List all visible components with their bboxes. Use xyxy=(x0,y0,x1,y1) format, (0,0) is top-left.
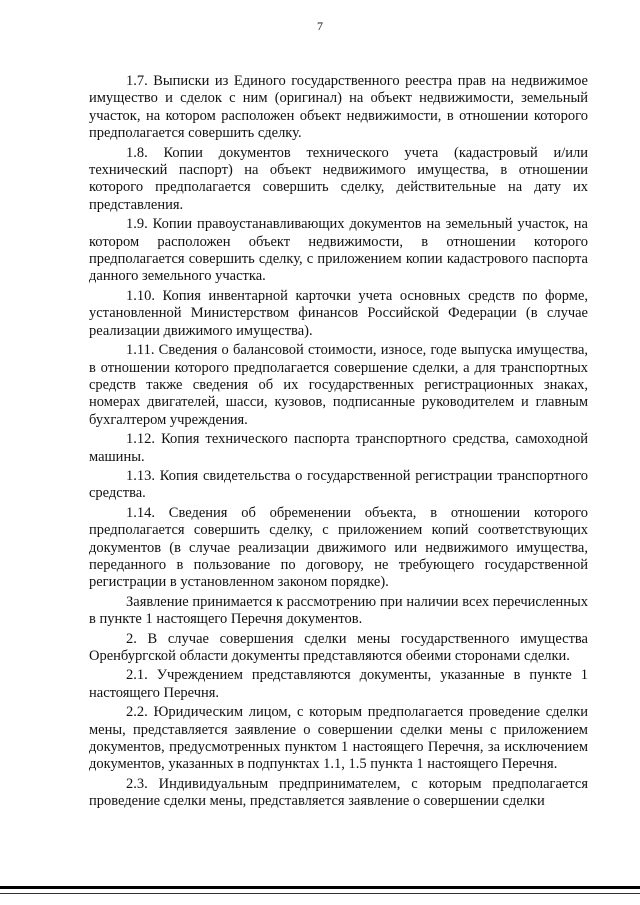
paragraph-1-10: 1.10. Копия инвентарной карточки учета основных средств по форме, установленной Министерством финансов Российской Федерации (в случае реализации движимого имущества). xyxy=(89,287,588,339)
paragraph-1-12: 1.12. Копия технического паспорта транспортного средства, самоходной машины. xyxy=(89,431,588,465)
paragraph-2-2: 2.2. Юридическим лицом, с которым предполагается проведение сделки мены, представляется заявление о совершении сделки мены с приложением документов, предусмотренных пунктом 1 настоящего Перечня, за исключением документов, указанных в подпунктах 1.1, 1.5 пункта 1 настоящего Перечня. xyxy=(89,704,588,773)
paragraph-2-1: 2.1. Учреждением представляются документы, указанные в пункте 1 настоящего Перечня. xyxy=(89,667,588,701)
paragraph-1-13: 1.13. Копия свидетельства о государственной регистрации транспортного средства. xyxy=(89,467,588,502)
paragraph-1-7: 1.7. Выписки из Единого государственного реестра прав на недвижимое имущество и сделок с ним (оригинал) на объект недвижимости, земельный участок, на котором расположен объект недвижимости, в отношении которого предполагается совершить сделку. xyxy=(89,73,588,142)
paragraph-1-11: 1.11. Сведения о балансовой стоимости, износе, годе выпуска имущества, в отношении которого предполагается совершение сделки, а для транспортных средств также сведения об их государственных регистрационных знаках, номерах двигателей, шасси, кузовов, подписанные руководителем и главным бухгалтером учреждения. xyxy=(89,342,588,428)
paragraph-1-8: 1.8. Копии документов технического учета (кадастровый и/или технический паспорт) на объект недвижимого имущества, в отношении которого предполагается совершить сделку, действительные на дату их представления. xyxy=(89,144,588,213)
page-number: 7 xyxy=(317,19,323,33)
bottom-border-line-thin xyxy=(0,893,640,894)
paragraph-application-note: Заявление принимается к рассмотрению при наличии всех перечисленных в пункте 1 настоящего Перечня документов. xyxy=(89,593,588,628)
paragraph-2: 2. В случае совершения сделки мены государственного имущества Оренбургской области документы представляются обеими сторонами сделки. xyxy=(89,630,588,664)
paragraph-2-3: 2.3. Индивидуальным предпринимателем, с которым предполагается проведение сделки мены, представляется заявление о совершении сделки xyxy=(89,775,588,810)
paragraph-1-9: 1.9. Копии правоустанавливающих документов на земельный участок, на котором расположен объект недвижимости, в отношении которого предполагается совершить сделку, с приложением копии кадастрового паспорта данного земельного участка. xyxy=(89,216,588,285)
document-body xyxy=(89,73,588,811)
paragraph-1-14: 1.14. Сведения об обременении объекта, в отношении которого предполагается совершить сделку, с приложением копий соответствующих документов (в случае реализации движимого или недвижимого имущества, переданного в пользование по договору, не требующего государственной регистрации в установленном законом порядке). xyxy=(89,504,588,591)
bottom-border-line xyxy=(0,886,640,889)
